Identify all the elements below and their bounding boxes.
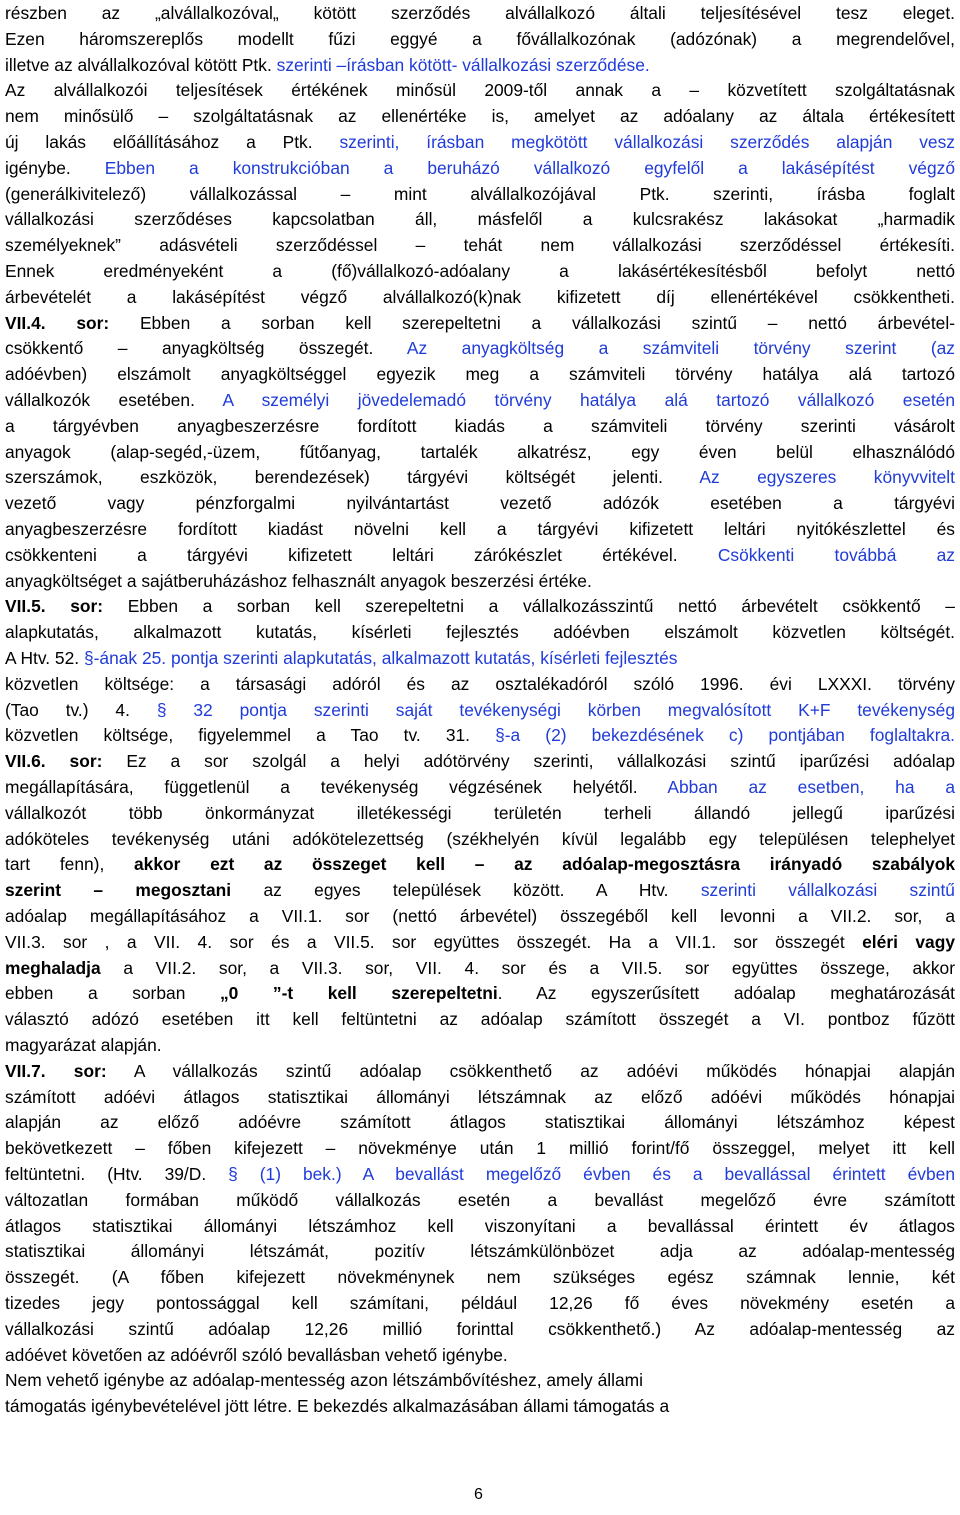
text-segment: Csökkenti továbbá az [717,544,955,565]
text-line [5,828,955,850]
text-segment: statisztikai állományi létszámát, pozitív létszámkülönbözet adja az adóalap-mentesség [5,1241,955,1262]
text-segment: közvetlen költsége: a társasági adóról és az osztalékadóról szóló 1996. évi LXXXI. törvény [5,673,955,694]
text-line [5,1240,955,1262]
text-line [5,1292,955,1314]
text-segment: A személyi jövedelemadó törvény hatálya alá tartozó vállalkozó esetén [222,390,955,410]
text-line [5,105,955,127]
text-line [5,1344,508,1366]
text-segment: anyagok (alap-segéd,-üzem, fűtőanyag, tartalék alkatrész, egy éven belül elhasználódó [5,441,955,462]
text-segment: alapján az előző adóévre számított átlagos statisztikai állományi létszámhoz képest [5,1112,955,1133]
text-line [5,1318,955,1340]
text-segment: Az alvállalkozói teljesítések értékének minősül 2009-től annak a – közvetített szolgáltatásnak [5,80,955,101]
text-segment: (generálkivitelező) vállalkozással – mint alvállalkozójával Ptk. szerinti, írásba foglalt [5,183,955,204]
text-segment: A vállalkozás szintű adóalap csökkenthető az adóévi működés hónapjai alapján [106,1060,955,1081]
text-segment: változatlan formában működő vállalkozás esetén a bevallást megelőző évre számított [5,1189,955,1210]
text-line [5,441,955,463]
text-segment: szerint – megosztani [5,880,232,901]
text-line [5,1111,955,1133]
text-segment: bekövetkezett – főben kifejezett – növekménye után 1 millió forint/fő összeggel, melyet itt kell [5,1138,955,1159]
text-segment: tizedes jegy pontossággal kell számítani, például 12,26 fő éves növekmény esetén a [5,1293,955,1313]
text-line [5,750,955,772]
text-line [5,466,955,488]
text-line [5,647,677,669]
text-segment: Ezen háromszereplős modellt fűzi eggyé a fővállalkozónak (adózónak) a megrendelővel, [5,28,955,49]
text-line [5,518,955,540]
text-segment: szerinti, írásban megkötött vállalkozási szerződés alapján vesz [339,132,955,152]
text-segment: Az anyagköltség a számviteli törvény szerint (az [406,338,955,359]
text-segment: számított adóévi átlagos statisztikai állományi létszámnak az előző adóévi működés hónapjai [5,1086,955,1107]
text-line [5,492,955,514]
text-segment: alapkutatás, alkalmazott kutatás, kísérleti fejlesztés adóévben elszámolt közvetlen költségét. [5,622,955,643]
text-segment: Az egyszeres könyvvitelt [699,467,955,488]
text-segment: feltüntetni. (Htv. 39/D. [5,1164,229,1184]
text-line [5,1137,955,1159]
text-line [5,1266,955,1288]
text-segment: választó adózó esetében itt kell feltüntetni az adóalap számított összegét a VI. pontboz fűzött [5,1009,955,1030]
text-segment: Abban az esetben, ha a [667,777,955,797]
text-line [5,1189,955,1211]
text-line [5,982,955,1004]
text-segment: VII.3. sor , a VII. 4. sor és a VII.5. sor együttes összegét. Ha a VII.1. sor összegét [5,931,863,952]
text-line [5,234,955,256]
text-line [5,1060,955,1082]
text-segment: VII.5. sor: [5,596,104,617]
text-segment: tart fenn), [5,854,134,875]
text-segment: személyeknek” adásvételi szerződéssel – tehát nem vállalkozási szerződéssel értékesíti. [5,235,955,256]
text-segment: a VII.2. sor, a VII.3. sor, VII. 4. sor és a VII.5. sor együttes összege, akkor [100,957,955,978]
text-line [5,131,955,153]
text-line [5,1395,669,1417]
text-segment: adóköteles tevékenység utáni adókötelezettség (székhelyén kívül legalább egy településen telephelyet [5,828,955,849]
text-line [5,337,955,359]
text-line [5,363,955,385]
text-line [5,260,955,282]
text-segment: eléri vagy [862,931,955,952]
text-segment: VII.6. sor: [5,751,103,772]
text-segment: szerinti vállalkozási szintű [700,880,955,901]
text-segment: VII.7. sor: [5,1060,107,1081]
text-segment: Ez a sor szolgál a helyi adótörvény szerinti, vállalkozási szintű iparűzési adóalap [102,751,955,772]
text-segment: vezető vagy pénzforgalmi nyilvántartást vezető adózók esetében a tárgyévi [5,493,955,514]
text-segment: (Tao tv.) 4. [5,699,157,720]
text-segment: vállalkozók esetében. [5,390,223,410]
text-segment: vállalkozási szerződéses kapcsolatban áll, másfelől a kulcsrakész lakásokat „harmadik [5,209,955,230]
text-segment: . Az egyszerűsített adóalap meghatározását [497,983,955,1004]
text-segment: az egyes települések között. A Htv. [231,880,701,901]
text-segment: új lakás előállításához a Ptk. [5,132,340,152]
text-line [5,1163,955,1185]
text-segment: illetve az alvállalkozóval kötött Ptk. [5,54,277,75]
text-line [5,2,955,24]
text-segment: Ennek eredményeként a (fő)vállalkozó-adóalany a lakásértékesítésből befolyt nettó [5,261,955,281]
text-segment: VII.4. sor: [5,312,110,333]
text-segment: adóévet követően az adóévről szóló bevallásban vehető igénybe. [5,1344,508,1365]
text-line [5,621,955,643]
text-line [5,157,955,179]
text-segment: árbevételét a lakásépítést végző alvállalkozó(k)nak kifizetett díj ellenértékével csökkentheti. [5,286,955,307]
text-segment: anyagköltséget a sajátberuházáshoz felhasznált anyagok beszerzési értéke. [5,570,592,591]
text-segment: akkor ezt az összeget kell – az adóalap-megosztásra irányadó szabályok [133,854,956,875]
text-line [5,905,955,927]
text-segment: § (1) bek.) A bevallást megelőző évben és a bevallással érintett évben [228,1164,955,1184]
text-line [5,544,955,566]
text-segment: Ebben a sorban kell szerepeltetni a vállalkozásszintű nettó árbevételt csökkentő – [103,596,955,617]
text-line [5,595,955,617]
text-line [5,1369,643,1391]
text-segment: Ebben a konstrukcióban a beruházó vállalkozó egyfelől a lakásépítést végző [104,157,955,178]
text-segment: vállalkozási szintű adóalap 12,26 millió forinttal csökkenthető.) Az adóalap-mentesség az [5,1318,955,1339]
text-segment: átlagos statisztikai állományi létszámhoz kell viszonyítani a bevallással érintett év átlagos [5,1215,955,1236]
text-line [5,957,955,979]
text-segment: csökkenteni a tárgyévi kifizetett leltári zárókészlet értékével. [5,544,718,565]
text-line [5,79,955,101]
text-segment: szerinti –írásban kötött- vállalkozási szerződése. [276,54,650,75]
text-segment: vállalkozót több önkormányzat illetékességi területén terheli állandó jellegű iparűzési [5,802,955,823]
text-segment: §-ának 25. pontja szerinti alapkutatás, alkalmazott kutatás, kísérleti fejlesztés [83,648,678,668]
text-segment: A Htv. 52. [5,648,84,668]
text-line [5,1086,955,1108]
text-line [5,208,955,230]
text-segment: szerszámok, eszközök, berendezések) tárgyévi költségét jelenti. [5,467,700,488]
text-segment: anyagbeszerzésre fordított kiadást növelni kell a tárgyévi kifizetett leltári nyitókészlettel és [5,519,955,539]
text-line [5,286,955,308]
text-line [5,776,955,798]
text-segment: adóalap megállapításához a VII.1. sor (nettó árbevétel) összegéből kell levonni a VII.2. sor, a [5,906,955,926]
page-number: 6 [474,1486,483,1503]
text-segment: a tárgyévben anyagbeszerzésre fordított kiadás a számviteli törvény szerinti vásárolt [5,415,955,436]
text-line [5,879,955,901]
text-segment: megállapítására, függetlenül a tevékenység végzésének helyétől. [5,777,668,797]
text-segment: nem minősülő – szolgáltatásnak az ellenértéke is, amelyet az adóalany az általa értékesített [5,106,955,127]
text-line [5,673,955,695]
text-line [5,312,955,334]
text-segment: magyarázat alapján. [5,1035,162,1055]
text-segment: meghaladja [5,957,101,978]
text-segment: igénybe. [5,157,105,178]
text-segment: adóévben) elszámolt anyagköltséggel egyezik meg a számviteli törvény hatálya alá tartozó [5,364,955,385]
text-line [5,1215,955,1237]
text-segment: §-a (2) bekezdésének c) pontjában foglaltakra. [495,725,955,746]
text-line [5,802,955,824]
text-segment: közvetlen költsége, figyelemmel a Tao tv. 31. [5,725,496,746]
text-line [5,1008,955,1030]
text-line [5,853,955,875]
text-line [5,389,955,411]
text-segment: részben az „alvállalkozóval„ kötött szerződés alvállalkozó általi teljesítésével tesz eleget. [5,3,955,23]
text-line [5,699,955,721]
text-line [5,724,955,746]
text-line [5,931,955,953]
text-segment: „0 ”-t kell szerepeltetni [219,983,498,1004]
text-line [5,28,955,50]
text-line [5,183,955,205]
text-line [5,54,650,76]
text-line [5,1034,162,1056]
text-line [5,415,955,437]
text-segment: Ebben a sorban kell szerepeltetni a vállalkozási szintű – nettó árbevétel- [109,312,955,333]
text-segment: ebben a sorban [5,983,220,1004]
text-segment: összegét. (A főben kifejezett növekménynek nem szükséges egész számnak lennie, két [5,1267,955,1288]
text-segment: csökkentő – anyagköltség összegét. [5,338,407,359]
text-segment: támogatás igénybevételével jött létre. E bekezdés alkalmazásában állami támogatás a [5,1396,670,1417]
text-segment: Nem vehető igénybe az adóalap-mentesség azon létszámbővítéshez, amely állami [5,1370,644,1391]
text-line [5,570,592,592]
text-segment: § 32 pontja szerinti saját tevékenységi körben megvalósított K+F tevékenység [156,699,955,720]
